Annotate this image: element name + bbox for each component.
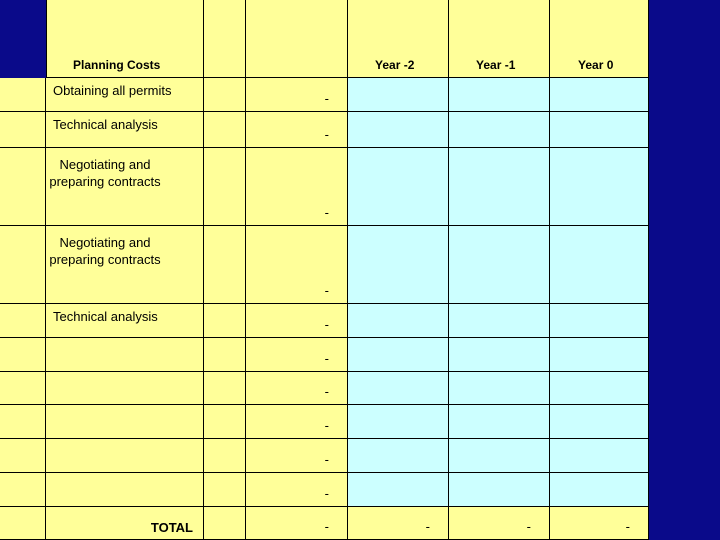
row-year-m1-cell — [449, 226, 550, 304]
row-year-m2-cell — [348, 372, 449, 405]
row-value-cell — [246, 338, 348, 372]
header-corner — [0, 0, 46, 78]
row-number-cell — [0, 112, 46, 148]
row-year-m2-cell — [348, 338, 449, 372]
row-value-cell — [246, 78, 348, 112]
row-label-cell — [46, 338, 204, 372]
row-year-m1-cell — [449, 439, 550, 473]
row-year-m2-cell — [348, 304, 449, 338]
row-label-cell — [46, 473, 204, 507]
row-label: Negotiating and preparing contracts — [49, 235, 161, 267]
row-value: - — [324, 486, 329, 501]
row-year-m2-cell — [348, 148, 449, 226]
row-year-m1-cell — [449, 148, 550, 226]
row-number-cell — [0, 338, 46, 372]
row-blank-cell — [204, 304, 246, 338]
header-planning-costs-label: Planning Costs — [73, 58, 161, 72]
row-value: - — [324, 91, 329, 106]
total-year-0-cell — [550, 507, 649, 540]
row-year-m1-cell — [449, 473, 550, 507]
row-value-cell — [246, 226, 348, 304]
row-year-0-cell — [550, 304, 649, 338]
right-margin — [649, 0, 720, 540]
row-blank-cell — [204, 112, 246, 148]
row-year-0-cell — [550, 372, 649, 405]
total-year-m2-cell — [348, 507, 449, 540]
total-label-cell — [46, 507, 204, 540]
row-year-m2-cell — [348, 112, 449, 148]
row-value: - — [324, 351, 329, 366]
row-year-m1-cell — [449, 372, 550, 405]
row-year-0-cell — [550, 439, 649, 473]
header-year-0 — [550, 0, 649, 78]
row-label: Technical analysis — [53, 117, 158, 132]
total-blank — [204, 507, 246, 540]
row-number-cell — [0, 405, 46, 439]
header-year-m2-label: Year -2 — [375, 58, 415, 72]
row-value-cell — [246, 372, 348, 405]
row-label-cell — [46, 226, 204, 304]
row-year-m1-cell — [449, 338, 550, 372]
row-year-m2-cell — [348, 78, 449, 112]
row-blank-cell — [204, 78, 246, 112]
row-year-0-cell — [550, 112, 649, 148]
row-label: Obtaining all permits — [53, 83, 172, 98]
header-blank-1 — [204, 0, 246, 78]
row-value-cell — [246, 304, 348, 338]
row-value: - — [324, 452, 329, 467]
row-number-cell — [0, 372, 46, 405]
row-value: - — [324, 384, 329, 399]
total-value-cell — [246, 507, 348, 540]
row-label-cell — [46, 304, 204, 338]
row-year-m1-cell — [449, 78, 550, 112]
row-year-m1-cell — [449, 405, 550, 439]
header-blank-2 — [246, 0, 348, 78]
row-label-cell — [46, 405, 204, 439]
row-number-cell — [0, 304, 46, 338]
row-value: - — [324, 283, 329, 298]
row-blank-cell — [204, 439, 246, 473]
row-value-cell — [246, 473, 348, 507]
row-label-cell — [46, 148, 204, 226]
row-value: - — [324, 205, 329, 220]
total-year-m1: - — [526, 519, 531, 534]
row-blank-cell — [204, 372, 246, 405]
row-value-cell — [246, 439, 348, 473]
row-blank-cell — [204, 148, 246, 226]
header-year-0-label: Year 0 — [578, 58, 614, 72]
row-year-0-cell — [550, 405, 649, 439]
total-year-0: - — [625, 519, 630, 534]
row-value: - — [324, 418, 329, 433]
row-number-cell — [0, 439, 46, 473]
row-year-0-cell — [550, 148, 649, 226]
row-year-m2-cell — [348, 473, 449, 507]
header-year-m1 — [449, 0, 550, 78]
row-year-0-cell — [550, 226, 649, 304]
row-number-cell — [0, 148, 46, 226]
total-label: TOTAL — [150, 520, 193, 535]
row-year-0-cell — [550, 338, 649, 372]
header-year-m1-label: Year -1 — [476, 58, 516, 72]
row-label-cell — [46, 439, 204, 473]
row-year-0-cell — [550, 78, 649, 112]
row-blank-cell — [204, 405, 246, 439]
row-year-m2-cell — [348, 226, 449, 304]
row-blank-cell — [204, 338, 246, 372]
total-value: - — [324, 519, 329, 534]
row-year-m1-cell — [449, 304, 550, 338]
row-label: Negotiating and preparing contracts — [49, 157, 161, 189]
row-value-cell — [246, 112, 348, 148]
row-label-cell — [46, 78, 204, 112]
row-value-cell — [246, 148, 348, 226]
row-number-cell — [0, 78, 46, 112]
row-blank-cell — [204, 473, 246, 507]
header-year-m2 — [348, 0, 449, 78]
row-year-0-cell — [550, 473, 649, 507]
total-year-m2: - — [425, 519, 430, 534]
row-year-m2-cell — [348, 439, 449, 473]
row-number-cell — [0, 226, 46, 304]
row-label-cell — [46, 372, 204, 405]
row-year-m1-cell — [449, 112, 550, 148]
row-blank-cell — [204, 226, 246, 304]
row-value-cell — [246, 405, 348, 439]
row-value: - — [324, 127, 329, 142]
total-year-m1-cell — [449, 507, 550, 540]
row-label-cell — [46, 112, 204, 148]
total-row-num — [0, 507, 46, 540]
row-label: Technical analysis — [53, 309, 158, 324]
header-planning-costs — [46, 0, 204, 78]
row-value: - — [324, 317, 329, 332]
row-year-m2-cell — [348, 405, 449, 439]
row-number-cell — [0, 473, 46, 507]
